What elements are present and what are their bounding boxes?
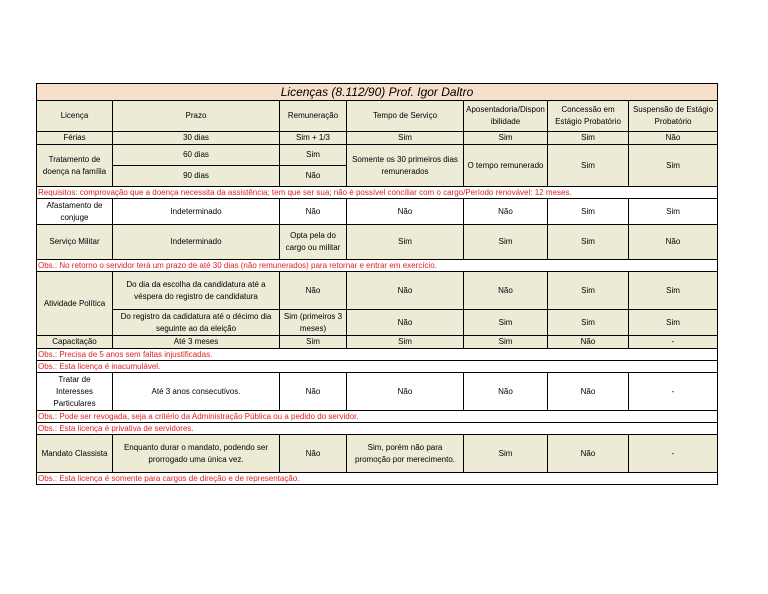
cell-remuneracao: Opta pela do cargo ou militar [280, 225, 347, 260]
obs-row [37, 361, 718, 373]
obs-text: Obs.: Esta licença é inacumulável. [37, 361, 718, 373]
row-servico-militar [37, 225, 718, 260]
cell-suspensao: Sim [629, 145, 718, 187]
cell-remuneracao: Não [280, 272, 347, 310]
cell-suspensao: - [629, 435, 718, 473]
row-atividade-politica-2 [37, 310, 718, 336]
cell-suspensao: - [629, 373, 718, 411]
cell-prazo: Do dia da escolha da candidatura até a véspera do registro de candidatura [113, 272, 280, 310]
cell-licenca: Tratamento de doença na família [37, 145, 113, 187]
obs-text: Obs.: Esta licença é somente para cargos de direção e de representação. [37, 473, 718, 485]
cell-tempo: Não [347, 310, 464, 336]
cell-aposentadoria: Sim [464, 310, 548, 336]
cell-aposentadoria: Não [464, 373, 548, 411]
cell-aposentadoria: Não [464, 272, 548, 310]
cell-tempo: Sim [347, 225, 464, 260]
cell-tempo: Somente os 30 primeiros dias remunerados [347, 145, 464, 187]
cell-remuneracao: Sim [280, 145, 347, 166]
cell-suspensao: Não [629, 225, 718, 260]
cell-tempo: Sim [347, 336, 464, 349]
cell-licenca: Serviço Militar [37, 225, 113, 260]
header-suspensao: Suspensão de Estágio Probatório [629, 101, 718, 132]
header-prazo: Prazo [113, 101, 280, 132]
cell-remuneracao: Não [280, 435, 347, 473]
cell-prazo: 60 dias [113, 145, 280, 166]
obs-row [37, 187, 718, 199]
cell-prazo: Até 3 meses [113, 336, 280, 349]
cell-concessao: Sim [548, 199, 629, 225]
licencas-table-container [36, 83, 717, 485]
cell-prazo: Indeterminado [113, 225, 280, 260]
cell-tempo: Não [347, 199, 464, 225]
obs-row [37, 411, 718, 423]
cell-concessao: Não [548, 373, 629, 411]
cell-tempo: Não [347, 272, 464, 310]
cell-suspensao: Sim [629, 272, 718, 310]
cell-tempo: Sim, porém não para promoção por merecimento. [347, 435, 464, 473]
cell-aposentadoria: Não [464, 199, 548, 225]
cell-suspensao: - [629, 336, 718, 349]
obs-text: Obs.: Precisa de 5 anos sem faltas injustificadas. [37, 349, 718, 361]
cell-licenca: Afastamento de conjuge [37, 199, 113, 225]
cell-prazo: Enquanto durar o mandato, podendo ser prorrogado uma única vez. [113, 435, 280, 473]
cell-remuneracao: Sim [280, 336, 347, 349]
row-capacitacao [37, 336, 718, 349]
cell-aposentadoria: O tempo remunerado [464, 145, 548, 187]
obs-row [37, 473, 718, 485]
header-tempo-servico: Tempo de Serviço [347, 101, 464, 132]
cell-licenca: Mandato Classista [37, 435, 113, 473]
cell-concessao: Não [548, 435, 629, 473]
row-tratamento-1 [37, 145, 718, 166]
header-licenca: Licença [37, 101, 113, 132]
cell-suspensao: Não [629, 132, 718, 145]
cell-prazo: 90 dias [113, 166, 280, 187]
cell-prazo: Indeterminado [113, 199, 280, 225]
obs-row [37, 349, 718, 361]
cell-aposentadoria: Sim [464, 336, 548, 349]
obs-text: Requisitos: comprovação que a doença necessita da assistência; tem que ser sua; não é possível conciliar com o cargo/Período renovável: 12 meses. [37, 187, 718, 199]
cell-aposentadoria: Sim [464, 435, 548, 473]
cell-remuneracao: Sim + 1/3 [280, 132, 347, 145]
licencas-table [36, 83, 718, 485]
row-afastamento [37, 199, 718, 225]
cell-remuneracao: Não [280, 199, 347, 225]
header-remuneracao: Remuneração [280, 101, 347, 132]
cell-prazo: Até 3 anos consecutivos. [113, 373, 280, 411]
table-title: Licenças (8.112/90) Prof. Igor Daltro [37, 84, 718, 101]
cell-concessao: Sim [548, 132, 629, 145]
obs-row [37, 423, 718, 435]
cell-concessao: Sim [548, 272, 629, 310]
obs-row [37, 260, 718, 272]
cell-concessao: Sim [548, 310, 629, 336]
cell-remuneracao: Não [280, 166, 347, 187]
header-row [37, 101, 718, 132]
cell-concessao: Sim [548, 225, 629, 260]
cell-suspensao: Sim [629, 199, 718, 225]
title-row [37, 84, 718, 101]
cell-aposentadoria: Sim [464, 225, 548, 260]
cell-remuneracao: Sim (primeiros 3 meses) [280, 310, 347, 336]
row-mandato-classista [37, 435, 718, 473]
header-concessao: Concessão em Estágio Probatório [548, 101, 629, 132]
cell-tempo: Não [347, 373, 464, 411]
obs-text: Obs.: Pode ser revogada, seja a critério da Administração Pública ou a pedido do servidor. [37, 411, 718, 423]
header-aposentadoria: Aposentadoria/Disponibilidade [464, 101, 548, 132]
row-atividade-politica-1 [37, 272, 718, 310]
cell-aposentadoria: Sim [464, 132, 548, 145]
cell-licenca: Atividade Política [37, 272, 113, 336]
obs-text: Obs.: Esta licença é privativa de servidores. [37, 423, 718, 435]
cell-concessao: Não [548, 336, 629, 349]
cell-prazo: Do registro da cadidatura até o décimo dia seguinte ao da eleição [113, 310, 280, 336]
cell-licenca: Férias [37, 132, 113, 145]
cell-tempo: Sim [347, 132, 464, 145]
cell-licenca: Tratar de Interesses Particulares [37, 373, 113, 411]
row-ferias [37, 132, 718, 145]
cell-suspensao: Sim [629, 310, 718, 336]
cell-prazo: 30 dias [113, 132, 280, 145]
cell-remuneracao: Não [280, 373, 347, 411]
cell-licenca: Capacitação [37, 336, 113, 349]
obs-text: Obs.: No retorno o servidor terá um prazo de até 30 dias (não remunerados) para retornar e entrar em exercício. [37, 260, 718, 272]
row-interesses-particulares [37, 373, 718, 411]
cell-concessao: Sim [548, 145, 629, 187]
